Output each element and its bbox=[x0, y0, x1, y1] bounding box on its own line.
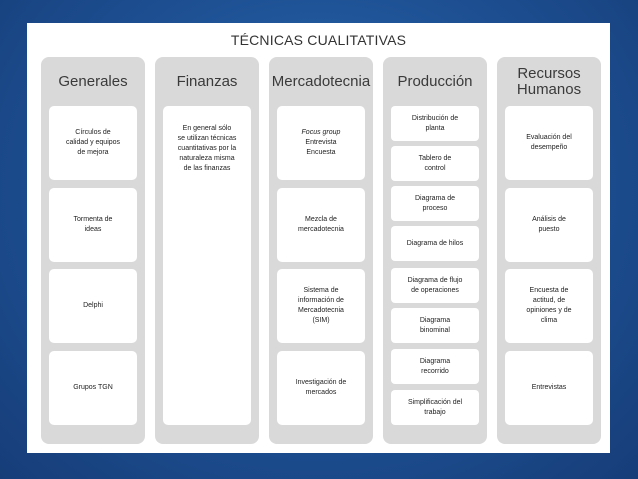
technique-box: Sistema de información de Mercadotecnia (SIM) bbox=[277, 269, 365, 343]
column-header: Finanzas bbox=[176, 73, 238, 90]
technique-box: Delphi bbox=[49, 269, 137, 343]
column-produccion bbox=[383, 57, 487, 444]
slide bbox=[27, 23, 610, 453]
technique-box: Grupos TGN bbox=[49, 351, 137, 425]
column-recursos-humanos bbox=[497, 57, 601, 444]
technique-box: Diagrama de hilos bbox=[391, 226, 479, 261]
technique-box: Simplificación del trabajo bbox=[391, 390, 479, 425]
technique-box: Focus group Entrevista Encuesta bbox=[277, 106, 365, 180]
column-header: Generales bbox=[58, 73, 128, 90]
technique-box: Diagrama de flujo de operaciones bbox=[391, 268, 479, 303]
column-header: Mercadotecnia bbox=[271, 73, 371, 90]
technique-box: Mezcla de mercadotecnia bbox=[277, 188, 365, 262]
technique-box: Encuesta de actitud, de opiniones y de clima bbox=[505, 269, 593, 343]
technique-box: Círculos de calidad y equipos de mejora bbox=[49, 106, 137, 180]
technique-box: En general sólo se utilizan técnicas cuantitativas por la naturaleza misma de las finanzas bbox=[163, 106, 251, 425]
technique-box: Tormenta de ideas bbox=[49, 188, 137, 262]
technique-box: Investigación de mercados bbox=[277, 351, 365, 425]
column-finanzas bbox=[155, 57, 259, 444]
column-generales bbox=[41, 57, 145, 444]
column-mercadotecnia bbox=[269, 57, 373, 444]
diagram-title: TÉCNICAS CUALITATIVAS bbox=[230, 32, 407, 48]
technique-box: Tablero de control bbox=[391, 146, 479, 181]
technique-italic-label: Focus group bbox=[301, 129, 341, 136]
column-header: Recursos Humanos bbox=[516, 65, 582, 98]
technique-box: Distribución de planta bbox=[391, 106, 479, 141]
column-header: Producción bbox=[397, 73, 473, 90]
technique-box: Análisis de puesto bbox=[505, 188, 593, 262]
technique-box: Diagrama binominal bbox=[391, 308, 479, 343]
technique-box: Evaluación del desempeño bbox=[505, 106, 593, 180]
technique-box: Entrevistas bbox=[505, 351, 593, 425]
technique-box: Diagrama de proceso bbox=[391, 186, 479, 221]
technique-box: Diagrama recorrido bbox=[391, 349, 479, 384]
